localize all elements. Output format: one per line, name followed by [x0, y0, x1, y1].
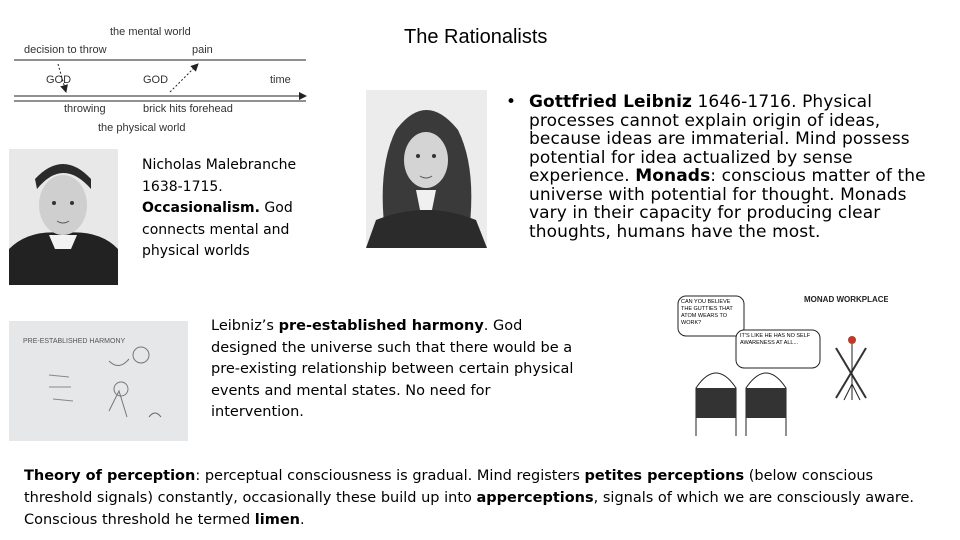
perception-text: [24, 465, 944, 531]
malebranche-desc: God connects mental and physical worlds: [142, 200, 293, 259]
monad-workplace-comic: [676, 288, 888, 438]
slide-title: The Rationalists: [404, 26, 548, 48]
malebranche-dates: 1638-1715.: [142, 178, 223, 195]
harmony-text: [211, 316, 579, 424]
perception-term-3: apperceptions: [476, 490, 594, 506]
malebranche-portrait: [9, 149, 118, 285]
label-time: time: [270, 74, 291, 86]
label-mental-world: the mental world: [110, 26, 191, 38]
harmony-term: pre-established harmony: [278, 318, 484, 334]
perception-text-1: : perceptual consciousness is gradual. Mind registers: [195, 468, 585, 484]
occasionalism-diagram: [10, 22, 310, 137]
leibniz-portrait: [366, 90, 487, 248]
malebranche-name: Nicholas Malebranche: [142, 157, 297, 173]
bullet-marker: •: [506, 92, 517, 112]
label-god-mid: GOD: [143, 74, 169, 86]
perception-term-1: Theory of perception: [24, 468, 196, 484]
comic-bubble-2: IT'S LIKE HE HAS NO SELF AWARENESS AT ALL...: [740, 333, 811, 346]
monads-term: Monads: [635, 166, 711, 186]
perception-term-2: petites perceptions: [584, 468, 745, 484]
malebranche-text: [142, 155, 317, 263]
leibniz-text-1: 1646-1716. Physical processes cannot explain origin of ideas, because ideas are immaterial. Mind possess potential for idea actualized by sense experience.: [529, 92, 910, 186]
harmony-intro: Leibniz’s: [211, 318, 279, 334]
leibniz-text-2: : conscious matter of the universe with potential for thought. Monads vary in their capacity for producing clear thoughts, humans have the most.: [529, 166, 926, 242]
arrow-brick-pain: [170, 64, 198, 92]
label-brick: brick hits forehead: [143, 103, 233, 115]
comic-title: MONAD WORKPLACE: [804, 295, 888, 304]
harmony-body: . God designed the universe such that there would be a pre-existing relationship between certain physical events and mental states. No need for intervention.: [211, 318, 574, 421]
label-decision: decision to throw: [24, 44, 107, 56]
label-god-left: GOD: [46, 74, 72, 86]
malebranche-doctrine: Occasionalism.: [142, 200, 260, 216]
whiteboard-caption: PRE-ESTABLISHED HARMONY: [23, 338, 126, 345]
label-throwing: throwing: [64, 103, 106, 115]
whiteboard-photo: [9, 321, 188, 441]
perception-text-2: (below conscious threshold signals) constantly, occasionally these build up into: [24, 468, 874, 506]
comic-bubble-1: CAN YOU BELIEVE THE GUTTIES THAT ATOM WEARS TO WORK?: [681, 299, 733, 326]
label-pain: pain: [192, 44, 213, 56]
perception-term-4: limen: [254, 512, 300, 528]
leibniz-bullet: [506, 93, 946, 241]
perception-text-3: , signals of which we are consciously aware. Conscious threshold he termed: [24, 490, 915, 528]
label-physical-world: the physical world: [98, 122, 186, 134]
perception-text-4: .: [299, 512, 305, 528]
leibniz-name: Gottfried Leibniz: [529, 92, 692, 112]
